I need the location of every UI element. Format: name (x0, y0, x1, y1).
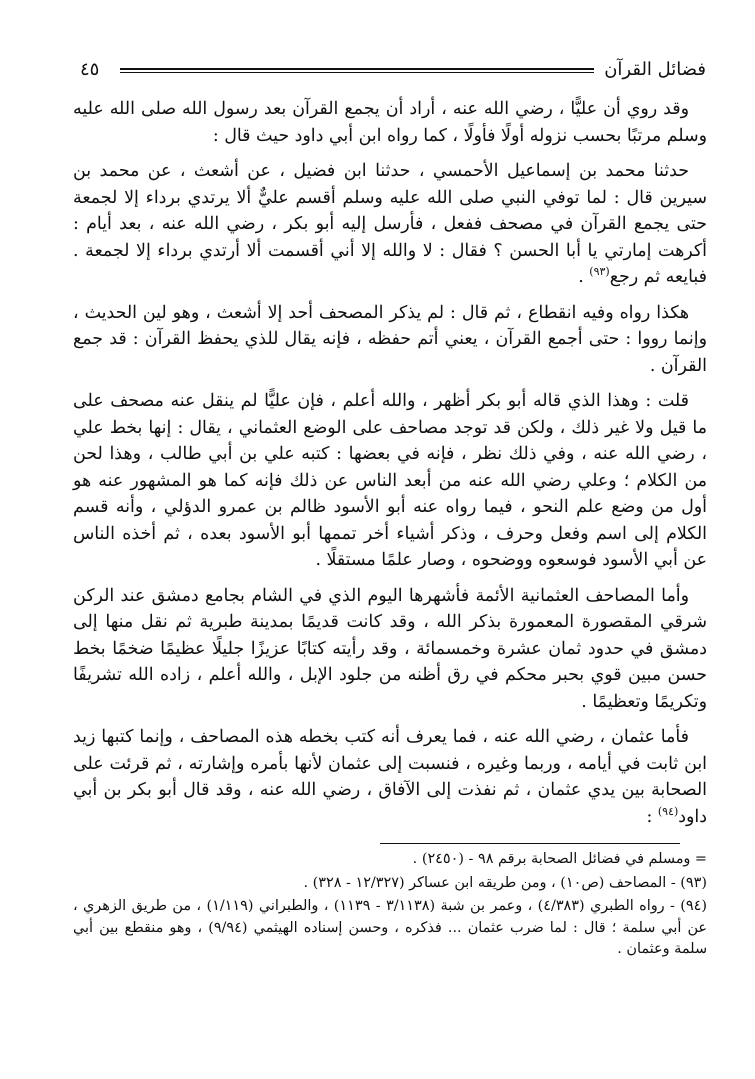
footnote: (٩٣) - المصاحف (ص١٠) ، ومن طريقه ابن عساكر (١٢/٣٢٧ - ٣٢٨) . (303, 874, 707, 891)
page-header (80, 58, 706, 86)
footnotes (73, 849, 707, 963)
paragraph: وأما المصاحف العثمانية الأئمة فأشهرها اليوم الذي في الشام بجامع دمشق عند الركن شرقي المقصورة المعمورة بذكر الله ، وقد كانت قديمًا بمدينة طبرية ثم نقل منها إلى دمشق في حدود ثمان عشرة وخمسمائة ، وقد رأيته كتابًا عزيزًا جليلًا عظيمًا ضخمًا بخط حسن مبين قوي بحبر محكم في رق أظنه من جلود الإبل ، والله أعلم ، زاده الله تشريفًا وتكريمًا وتعظيمًا . (73, 585, 707, 712)
footnote-ref[interactable]: (٩٤) (657, 804, 679, 818)
paragraph: حدثنا محمد بن إسماعيل الأحمسي ، حدثنا ابن فضيل ، عن أشعث ، عن محمد بن سيرين قال : لما توفي النبي صلى الله عليه وسلم أقسم عليٌّ ألا يرتدي برداء إلا لجمعة حتى يجمع القرآن في مصحف ففعل ، فأرسل إليه أبو بكر ، رضي الله عنه ، بعد أيام : أكرهت إمارتي يا أبا الحسن ؟ فقال : لا والله إلا أني أقسمت ألا أرتدي برداء إلا لجمعة . فبايعه ثم رجع$^{(٩٣)}$ . (73, 161, 707, 287)
footnote: (٩٤) - رواه الطبري (٤/٣٨٣) ، وعمر بن شبة (٣/١١٣٨ - ١١٣٩) ، والطبراني (١/١١٩) ، من طريق الزهري ، عن أبي سلمة ؛ قال : لما ضرب عثمان ... فذكره ، وحسن إسناده الهيثمي (٩/٩٤) ، وهو منقطع بين أبي سلمة وعثمان . (73, 898, 708, 957)
page-number: ٤٥ (80, 59, 100, 80)
footnote-separator (380, 843, 680, 844)
footnote: = ومسلم في فضائل الصحابة برقم ٩٨ - (٢٤٥٠) . (412, 851, 707, 867)
paragraph: فأما عثمان ، رضي الله عنه ، فما يعرف أنه كتب بخطه هذه المصاحف ، وإنما كتبها زيد ابن ثابت في أيامه ، وربما وغيره ، فنسبت إلى عثمان لأنها بأمره وإشارته ، ثم قرئت على الصحابة بين يدي عثمان ، ثم نفذت إلى الآفاق ، رضي الله عنه ، وقد قال أبو بكر بن أبي داود$^{(٩٤)}$ : (73, 727, 707, 827)
paragraph: وقد روي أن عليًّا ، رضي الله عنه ، أراد أن يجمع القرآن بعد رسول الله صلى الله عليه وسلم مرتبًا بحسب نزوله أولًا فأولًا ، كما رواه ابن أبي داود حيث قال : (73, 99, 707, 146)
header-rule (120, 68, 594, 73)
paragraph: هكذا رواه وفيه انقطاع ، ثم قال : لم يذكر المصحف أحد إلا أشعث ، وهو لين الحديث ، وإنما رووا : حتى أجمع القرآن ، يعني أتم حفظه ، فإنه يقال للذي يحفظ القرآن : قد جمع القرآن . (73, 302, 707, 376)
body-text (73, 96, 707, 839)
paragraph: قلت : وهذا الذي قاله أبو بكر أظهر ، والله أعلم ، فإن عليًّا لم ينقل عنه مصحف على ما قيل ولا غير ذلك ، ولكن قد توجد مصاحف على الوضع العثماني ، يقال : إنها بخط علي ، رضي الله عنه ، وفي ذلك نظر ، فإنه في بعضها : كتبه علي بن أبي طالب ، وهذا لحن من الكلام ؛ وعلي رضي الله عنه من أبعد الناس عن ذلك فإنه كما هو المشهور عنه هو أول من وضع علم النحو ، فيما رواه عنه أبو الأسود ظالم بن عمرو الدؤلي ، وأنه قسم الكلام إلى اسم وفعل وحرف ، وذكر أشياء أخر تممها أبو الأسود بعده ، ثم أخذه الناس عن أبي الأسود فوسعوه ووضحوه ، وصار علمًا مستقلًا . (73, 391, 707, 570)
running-title: فضائل القرآن (604, 59, 706, 80)
footnote-ref[interactable]: (٩٣) (589, 265, 610, 279)
